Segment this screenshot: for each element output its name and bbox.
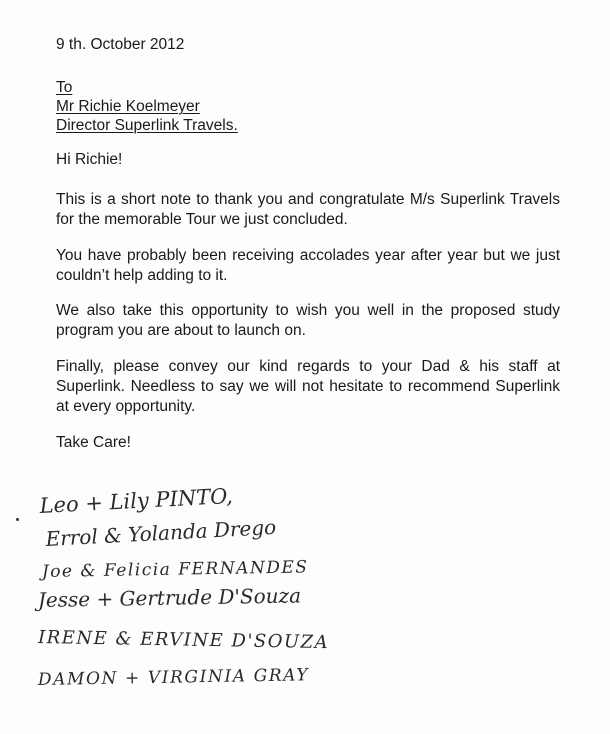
recipient-title-text: Director Superlink Travels <box>56 117 234 134</box>
paragraph-thanks: This is a short note to thank you and congratulate M/s Superlink Travels for the memorable Tour we just concluded. <box>56 191 560 228</box>
recipient-name: Mr Richie Koelmeyer <box>56 98 200 115</box>
recipient-title: Director Superlink Travels. <box>56 117 238 134</box>
paragraph-accolades: You have probably been receiving accolades year after year but we just couldn’t help adding to it. <box>56 247 560 284</box>
recipient-address-block <box>56 78 238 135</box>
paragraph-regards: Finally, please convey our kind regards to your Dad & his staff at Superlink. Needless to say we will not hesitate to recommend Superlink at every opportunity. <box>56 358 560 415</box>
signature-dsouza-irene: IRENE & ERVINE D'SOUZA <box>37 627 330 654</box>
signature-fernandes: Joe & Felicia FERNANDES <box>41 557 309 582</box>
to-label: To <box>56 79 73 96</box>
signature-gray: DAMON + VIRGINIA GRAY <box>37 665 310 690</box>
paragraph-wishes: We also take this opportunity to wish you well in the proposed study program you are about to launch on. <box>56 302 560 339</box>
greeting: Hi Richie! <box>56 151 123 168</box>
signature-drego: Errol & Yolanda Drego <box>45 514 277 551</box>
signature-pinto: Leo + Lily PINTO, <box>39 483 234 518</box>
signatures-block <box>0 480 610 710</box>
signature-dsouza-jesse: Jesse + Gertrude D'Souza <box>37 583 302 612</box>
letter-date: 9 th. October 2012 <box>56 36 185 53</box>
closing: Take Care! <box>56 434 131 451</box>
